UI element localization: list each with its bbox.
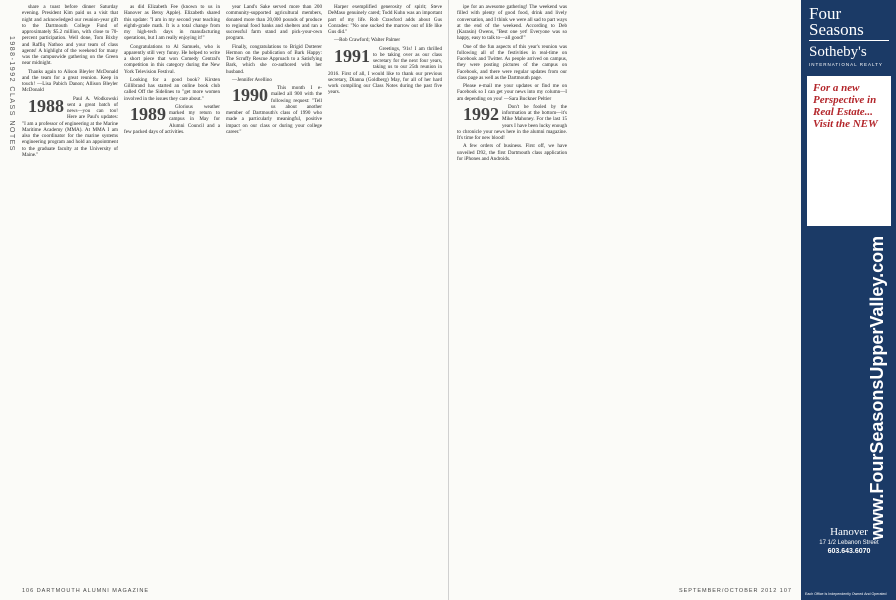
paragraph: Finally, congratulations to Brigid Dotterer Hermon on the publication of Bark Happy: The Scruffy Rescue Approach to a Satisfying Bark, which she co-authored with her husband.: [226, 43, 322, 75]
column-1: [22, 4, 118, 584]
ad-disclaimer: Each Office Is Independently Owned And Operated: [805, 592, 887, 596]
year-heading: 1991: [334, 45, 370, 66]
column-5: [457, 4, 567, 584]
paragraph: Don't be fooled by the information at the bottom—it's Mike Mahoney. For the last 15 years I have been lucky enough to chronicle your news here in the alumni magazine. It's time for new blood!: [457, 103, 567, 141]
paragraph: year Land's Sake served more than 200 community-supported agricultural members, donated more than 20,000 pounds of produce to regional food banks and shelters and ran a successful farm stand and pick-your-own program.: [226, 4, 322, 42]
signature: —Jennifer Avellino: [232, 76, 272, 83]
paragraph: ipe for an awesome gathering! The weekend was filled with plenty of good food, drink and lively conversation, and I think we were all sad to part ways at the end of the weekend. According to Deb (Karasin) Owens, "Best one yet! Everyone was so happy, easy to talk to—all good!": [457, 4, 567, 42]
left-footer: 106 DARTMOUTH ALUMNI MAGAZINE: [22, 588, 149, 594]
office-phone[interactable]: 603.643.6070: [827, 548, 871, 555]
brand-sub: Sotheby's: [809, 44, 867, 60]
ad-url[interactable]: www.FourSeasonsUpperValley.com: [867, 235, 887, 540]
paragraph: A few orders of business. First off, we have unveiled D92, the first Dartmouth class application for iPhones and Androids.: [457, 143, 567, 162]
column-2: [124, 4, 220, 584]
year-heading: 1990: [232, 85, 268, 105]
ad-headline: For a new Perspective in Real Estate... Visit the NEW: [813, 82, 878, 130]
paragraph: Please e-mail me your updates or find me on Facebook so I can get your news into my column—I am depending on you! —Sara Buckner Peltier: [457, 83, 567, 102]
paragraph: One of the fun aspects of this year's reunion was following all of the festivities in real-time on Facebook and Twitter. As people arrived on campus, they were posting pictures of the campus on Facebook, and there were regular updates from our class page as well as the Dartmouth page.: [457, 43, 567, 81]
column-4: [328, 4, 442, 584]
headline-panel: [807, 76, 891, 226]
signature: —Rob Crawford; Walter Palmer: [334, 37, 401, 44]
paragraph: Looking for a good book? Kirsten Gillibrand has started an online book club called Off the Sidelines to "get more women involved in the issues they care about.": [124, 76, 220, 102]
paragraph: share a toast before dinner Saturday evening. President Kim paid us a visit that night and acknowledged our reunion-year gift to the Dartmouth College Fund of approximately $5.2 million, with close to 70-percent participation. Well done, Tom Bixby and Raffiq Nathoo and your team of class agents! A highlight of the weekend for many was the campuswide gathering on the Green near midnight.: [22, 4, 118, 67]
year-heading: 1992: [463, 103, 499, 124]
office-town: Hanover: [830, 526, 868, 538]
paragraph: Greetings, '91s! I am thrilled to be taking over as our class secretary for the next four years, taking us to our 25th reunion in 2016. First of all, I would like to thank our previous secretary, Dianna (Goldberg) May, for all of her hard work compiling our Class Notes during the past five years.: [328, 45, 442, 96]
paragraph: Congratulations to Al Samuels, who is apparently still very funny. He helped to write a short piece that won Comedy Central's competition in this category during the New York Television Festival.: [124, 43, 220, 75]
brand-logo: Four Seasons: [809, 4, 864, 39]
office-address: 17 1/2 Lebanon Street: [819, 540, 879, 546]
office-info: [809, 526, 889, 555]
brand-tag: INTERNATIONAL REALTY: [809, 62, 883, 67]
column-3: [226, 4, 322, 584]
year-heading: 1989: [130, 103, 166, 124]
paragraph: as did Elizabeth Fee (known to us in Hanover as Betsy Apple). Elizabeth shared this update: "I am in my second year teaching eighth-grade math. It is a total change from my high-tech days in manufacturing operations, but I am really enjoying it!": [124, 4, 220, 42]
sothebys-advertisement[interactable]: [801, 0, 896, 600]
paragraph: This month I e-mailed all 900 with the following request: "Tell us about another member of Dartmouth's class of 1990 who made a particularly meaningful, positive impact on our class or during your college career.": [226, 85, 322, 135]
paragraph: Glorious weather marked my return to campus in May for Alumni Council and a few packed days of activities.: [124, 103, 220, 135]
right-page: [448, 0, 896, 600]
paragraph: Harper exemplified generosity of spirit; Steve DeMaso genuinely cared; Todd Kuhn was an important part of my life. Rob Crawford adds about Gus Conrades: "No one sucked the marrow out of life like Gus did.": [328, 4, 442, 35]
right-footer: SEPTEMBER/OCTOBER 2012 107: [678, 588, 792, 594]
class-notes-label: 1988-1992 CLASS NOTES: [8, 36, 15, 152]
year-heading: 1988: [28, 95, 64, 116]
divider: [809, 40, 889, 41]
paragraph: Paul A. Wodkowski sent a great batch of news—you can too! Here are Paul's updates: "I am a professor of engineering at the Marine Maritime Academy (MMA). At MMA I am also the coordinator for the marine systems engineering program and hold an appointment to the graduate faculty at the University of Maine.": [22, 95, 118, 158]
paragraph: Thanks again to Alison Bleyler McDonald and the team for a great reunion. Keep in touch! —Lisa Pabich Danon; Allison Bleyler McDonald: [22, 68, 118, 94]
